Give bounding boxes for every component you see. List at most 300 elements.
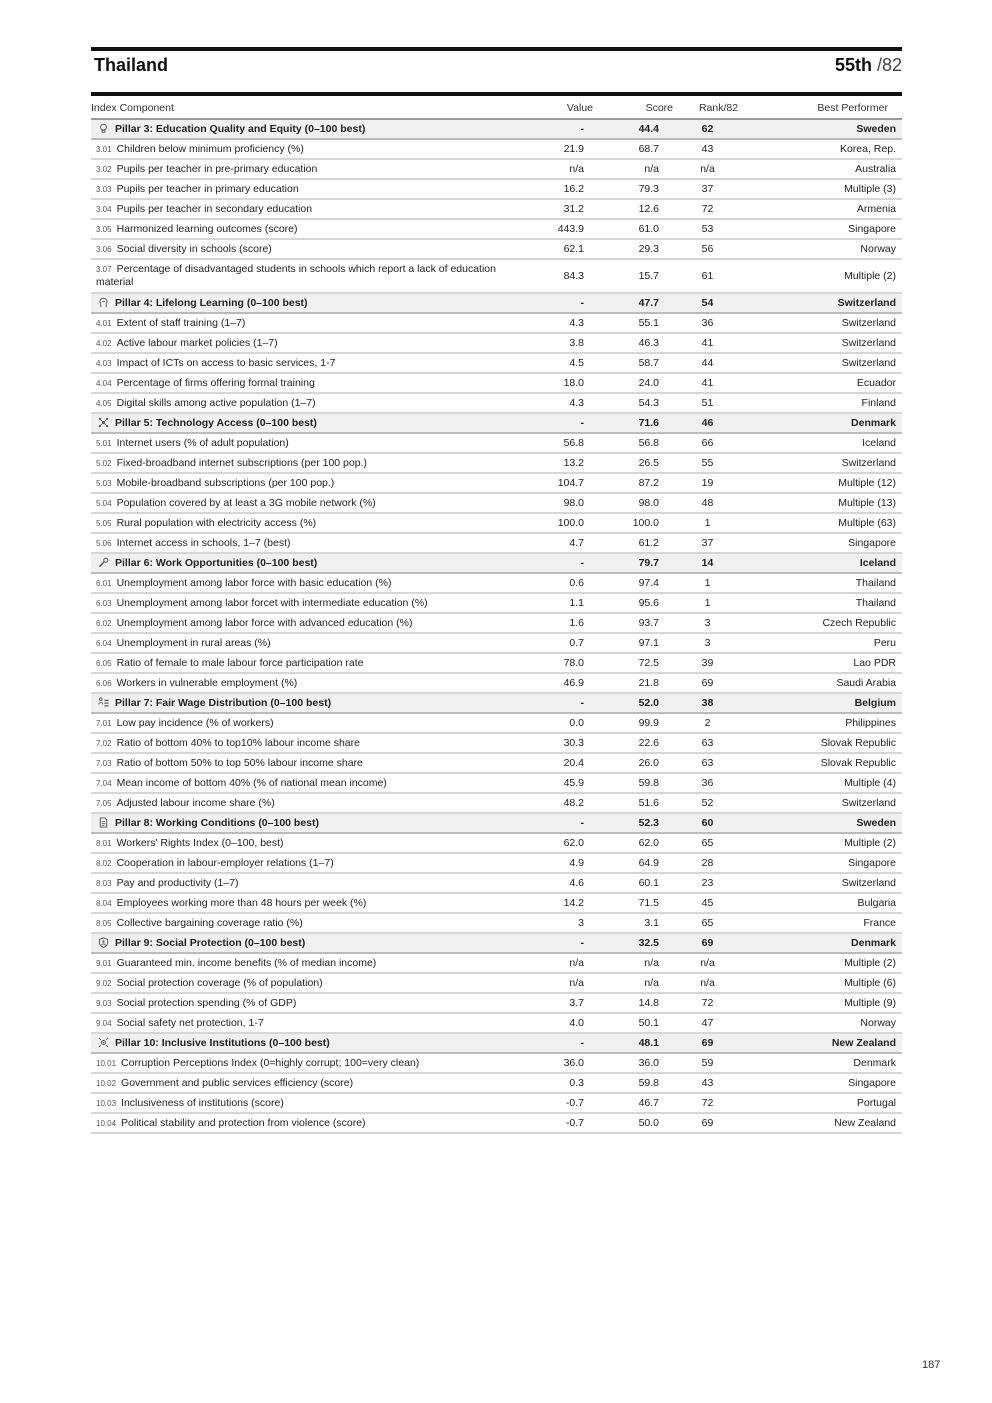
indicator-name [91, 1093, 521, 1113]
pillar-best-performer: Iceland [859, 557, 896, 569]
indicator-score: 26.5 [638, 457, 659, 469]
indicator-code: 6.03 [96, 598, 112, 608]
indicator-best-performer: Iceland [862, 437, 896, 449]
indicator-row [91, 633, 902, 653]
indicator-row [91, 1093, 902, 1113]
index-table [91, 98, 902, 1134]
indicator-row [91, 159, 902, 179]
indicator-rank: 41 [701, 377, 714, 389]
indicator-score: 59.8 [638, 777, 659, 789]
indicator-best-performer: Thailand [855, 577, 896, 589]
indicator-code: 10.03 [96, 1098, 117, 1108]
indicator-name [91, 179, 521, 199]
indicator-label: Harmonized learning outcomes (score) [116, 222, 298, 235]
indicator-rank: 23 [701, 877, 714, 889]
indicator-score: 29.3 [638, 243, 659, 255]
indicator-best-performer: New Zealand [834, 1117, 896, 1129]
indicator-score: 79.3 [638, 183, 659, 195]
document-icon [98, 817, 109, 828]
indicator-rank: 44 [701, 357, 714, 369]
pillar-row [91, 813, 902, 833]
indicator-value: 62.1 [563, 243, 584, 255]
indicator-score: 26.0 [638, 757, 659, 769]
col-header-best: Best Performer [817, 102, 888, 114]
indicator-best-performer: Multiple (3) [844, 183, 896, 195]
indicator-value: 0.0 [569, 717, 584, 729]
indicator-rank: n/a [700, 957, 715, 969]
col-header-component: Index Component [91, 102, 174, 114]
indicator-name [91, 593, 521, 613]
indicator-score: 46.7 [638, 1097, 659, 1109]
indicator-best-performer: Saudi Arabia [836, 677, 896, 689]
indicator-row [91, 139, 902, 159]
pillar-score: 52.3 [638, 817, 659, 829]
indicator-rank: 41 [701, 337, 714, 349]
indicator-code: 8.04 [96, 898, 112, 908]
indicator-code: 3.07 [96, 265, 112, 274]
indicator-label: Pay and productivity (1–7) [116, 876, 239, 889]
indicator-label: Percentage of firms offering formal training [116, 376, 315, 389]
indicator-name [91, 513, 521, 533]
indicator-score: 100.0 [632, 517, 659, 529]
indicator-row [91, 713, 902, 733]
indicator-value: 0.6 [569, 577, 584, 589]
indicator-code: 6.06 [96, 678, 112, 688]
indicator-rank: 3 [704, 637, 711, 649]
indicator-best-performer: Norway [860, 1017, 896, 1029]
indicator-best-performer: Switzerland [841, 457, 896, 469]
indicator-row [91, 833, 902, 853]
indicator-score: 93.7 [638, 617, 659, 629]
indicator-row [91, 653, 902, 673]
indicator-best-performer: Multiple (9) [844, 997, 896, 1009]
indicator-row [91, 199, 902, 219]
indicator-rank: 72 [701, 1097, 714, 1109]
pillar-title [91, 119, 521, 139]
indicator-name [91, 373, 521, 393]
indicator-row [91, 353, 902, 373]
indicator-code: 9.01 [96, 958, 112, 968]
indicator-name [91, 773, 521, 793]
indicator-best-performer: Multiple (2) [844, 270, 896, 282]
indicator-value: 16.2 [563, 183, 584, 195]
pillar-label: Pillar 7: Fair Wage Distribution (0–100 best) [115, 696, 332, 709]
indicator-name [91, 913, 521, 933]
pillar-row [91, 1033, 902, 1053]
indicator-best-performer: Switzerland [841, 337, 896, 349]
indicator-value: 13.2 [563, 457, 584, 469]
indicator-name [91, 793, 521, 813]
indicator-name [91, 199, 521, 219]
indicator-label: Unemployment among labor force with basic education (%) [116, 576, 392, 589]
pillar-value: - [580, 817, 584, 829]
indicator-row [91, 1113, 902, 1133]
indicator-value: 104.7 [557, 477, 584, 489]
indicator-row [91, 953, 902, 973]
indicator-rank: 61 [701, 270, 714, 282]
indicator-best-performer: Bulgaria [857, 897, 896, 909]
indicator-label: Social protection coverage (% of population) [116, 976, 323, 989]
indicator-label: Workers in vulnerable employment (%) [116, 676, 298, 689]
indicator-best-performer: Multiple (13) [838, 497, 896, 509]
pillar-rank: 60 [701, 817, 714, 829]
indicator-label: Inclusiveness of institutions (score) [121, 1096, 284, 1109]
indicator-name [91, 1013, 521, 1033]
indicator-score: 64.9 [638, 857, 659, 869]
pillar-value: - [580, 1037, 584, 1049]
indicator-value: 4.3 [569, 317, 584, 329]
indicator-name [91, 633, 521, 653]
indicator-row [91, 913, 902, 933]
pillar-row [91, 693, 902, 713]
pillar-row [91, 119, 902, 139]
indicator-name [91, 453, 521, 473]
indicator-row [91, 513, 902, 533]
indicator-name [91, 259, 521, 293]
indicator-value: 18.0 [563, 377, 584, 389]
indicator-rank: 63 [701, 757, 714, 769]
indicator-score: 97.1 [638, 637, 659, 649]
indicator-code: 8.01 [96, 838, 112, 848]
indicator-rank: 28 [701, 857, 714, 869]
indicator-row [91, 613, 902, 633]
indicator-label: Low pay incidence (% of workers) [116, 716, 274, 729]
indicator-code: 4.02 [96, 338, 112, 348]
indicator-code: 10.01 [96, 1058, 117, 1068]
indicator-rank: 19 [701, 477, 714, 489]
indicator-score: 12.6 [638, 203, 659, 215]
indicator-best-performer: Norway [860, 243, 896, 255]
indicator-row [91, 393, 902, 413]
indicator-value: 4.3 [569, 397, 584, 409]
indicator-rank: 56 [701, 243, 714, 255]
indicator-row [91, 219, 902, 239]
indicator-label: Guaranteed min. income benefits (% of median income) [116, 956, 377, 969]
pillar-rank: 54 [701, 297, 714, 309]
indicator-label: Percentage of disadvantaged students in schools which report a lack of education material [96, 263, 496, 288]
indicator-row [91, 313, 902, 333]
overall-rank [835, 55, 902, 76]
indicator-name [91, 573, 521, 593]
indicator-value: 4.0 [569, 1017, 584, 1029]
indicator-label: Mean income of bottom 40% (% of national mean income) [116, 776, 387, 789]
pillar-label: Pillar 5: Technology Access (0–100 best) [115, 416, 317, 429]
pillar-score: 32.5 [638, 937, 659, 949]
indicator-score: 99.9 [638, 717, 659, 729]
indicator-row [91, 179, 902, 199]
indicator-label: Ratio of bottom 50% to top 50% labour income share [116, 756, 363, 769]
pillar-row [91, 293, 902, 313]
indicator-value: 100.0 [557, 517, 584, 529]
indicator-name [91, 673, 521, 693]
indicator-rank: 1 [704, 597, 711, 609]
pillar-rank: 69 [701, 937, 714, 949]
pillar-best-performer: Denmark [851, 417, 896, 429]
indicator-value: 46.9 [563, 677, 584, 689]
indicator-best-performer: Multiple (4) [844, 777, 896, 789]
indicator-rank: 43 [701, 1077, 714, 1089]
indicator-label: Social diversity in schools (score) [116, 242, 272, 255]
indicator-row [91, 433, 902, 453]
indicator-name [91, 713, 521, 733]
pillar-row [91, 553, 902, 573]
indicator-rank: 59 [701, 1057, 714, 1069]
indicator-rank: 43 [701, 143, 714, 155]
pillar-title [91, 553, 521, 573]
indicator-score: 71.5 [638, 897, 659, 909]
indicator-name [91, 753, 521, 773]
indicator-code: 9.03 [96, 998, 112, 1008]
indicator-label: Digital skills among active population (1–7) [116, 396, 316, 409]
indicator-value: 1.1 [569, 597, 584, 609]
indicator-name [91, 1053, 521, 1073]
indicator-label: Unemployment among labor forcet with intermediate education (%) [116, 596, 428, 609]
indicator-code: 4.05 [96, 398, 112, 408]
indicator-best-performer: Multiple (6) [844, 977, 896, 989]
indicator-name [91, 353, 521, 373]
indicator-best-performer: Multiple (63) [838, 517, 896, 529]
indicator-name [91, 973, 521, 993]
indicator-label: Pupils per teacher in secondary education [116, 202, 313, 215]
indicator-value: 30.3 [563, 737, 584, 749]
country-name: Thailand [94, 55, 169, 75]
indicator-score: 51.6 [638, 797, 659, 809]
indicator-score: 98.0 [638, 497, 659, 509]
pillar-label: Pillar 3: Education Quality and Equity (0–100 best) [115, 122, 366, 135]
indicator-rank: n/a [700, 977, 715, 989]
indicator-rank: 55 [701, 457, 714, 469]
lightbulb-icon [98, 123, 109, 134]
pillar-score: 71.6 [638, 417, 659, 429]
indicator-best-performer: Switzerland [841, 877, 896, 889]
indicator-label: Internet users (% of adult population) [116, 436, 289, 449]
indicator-rank: 69 [701, 1117, 714, 1129]
indicator-score: n/a [644, 977, 659, 989]
indicator-row [91, 259, 902, 293]
indicator-value: 1.6 [569, 617, 584, 629]
indicator-label: Ratio of bottom 40% to top10% labour income share [116, 736, 360, 749]
indicator-code: 5.02 [96, 458, 112, 468]
indicator-code: 6.05 [96, 658, 112, 668]
indicator-code: 7.02 [96, 738, 112, 748]
pillar-rank: 69 [701, 1037, 714, 1049]
indicator-best-performer: Thailand [855, 597, 896, 609]
indicator-score: 58.7 [638, 357, 659, 369]
indicator-rank: 66 [701, 437, 714, 449]
indicator-score: 46.3 [638, 337, 659, 349]
indicator-rank: 1 [704, 577, 711, 589]
indicator-row [91, 753, 902, 773]
pillar-title [91, 813, 521, 833]
pillar-value: - [580, 297, 584, 309]
indicator-best-performer: Multiple (2) [844, 837, 896, 849]
indicator-name [91, 219, 521, 239]
indicator-label: Social safety net protection, 1-7 [116, 1016, 264, 1029]
indicator-row [91, 733, 902, 753]
indicator-name [91, 313, 521, 333]
indicator-label: Social protection spending (% of GDP) [116, 996, 297, 1009]
indicator-rank: 63 [701, 737, 714, 749]
indicator-code: 5.06 [96, 538, 112, 548]
indicator-score: 61.2 [638, 537, 659, 549]
indicator-name [91, 993, 521, 1013]
indicator-rank: 65 [701, 917, 714, 929]
indicator-code: 9.04 [96, 1018, 112, 1028]
pillar-label: Pillar 4: Lifelong Learning (0–100 best) [115, 296, 308, 309]
indicator-code: 6.01 [96, 578, 112, 588]
indicator-label: Mobile-broadband subscriptions (per 100 pop.) [116, 476, 335, 489]
indicator-score: n/a [644, 957, 659, 969]
indicator-value: n/a [569, 163, 584, 175]
indicator-name [91, 393, 521, 413]
indicator-best-performer: Lao PDR [853, 657, 896, 669]
indicator-code: 5.03 [96, 478, 112, 488]
indicator-name [91, 239, 521, 259]
indicator-rank: 53 [701, 223, 714, 235]
indicator-code: 7.01 [96, 718, 112, 728]
indicator-row [91, 593, 902, 613]
indicator-label: Adjusted labour income share (%) [116, 796, 275, 809]
indicator-name [91, 433, 521, 453]
indicator-name [91, 653, 521, 673]
col-header-rank: Rank/82 [698, 102, 739, 114]
indicator-label: Unemployment in rural areas (%) [116, 636, 271, 649]
indicator-label: Pupils per teacher in pre-primary education [116, 162, 318, 175]
indicator-name [91, 159, 521, 179]
pillar-row [91, 933, 902, 953]
indicator-row [91, 493, 902, 513]
indicator-score: 50.1 [638, 1017, 659, 1029]
indicator-value: 4.5 [569, 357, 584, 369]
indicator-score: 3.1 [644, 917, 659, 929]
indicator-code: 6.02 [96, 618, 112, 628]
indicator-code: 10.04 [96, 1118, 117, 1128]
rank-total: /82 [876, 55, 902, 75]
indicator-row [91, 673, 902, 693]
indicator-row [91, 533, 902, 553]
indicator-best-performer: Multiple (12) [838, 477, 896, 489]
pillar-rank: 46 [701, 417, 714, 429]
indicator-name [91, 613, 521, 633]
indicator-label: Employees working more than 48 hours per week (%) [116, 896, 367, 909]
indicator-value: 31.2 [563, 203, 584, 215]
indicator-code: 4.03 [96, 358, 112, 368]
indicator-code: 3.05 [96, 224, 112, 234]
indicator-score: 72.5 [638, 657, 659, 669]
indicator-best-performer: Switzerland [841, 797, 896, 809]
indicator-score: 97.4 [638, 577, 659, 589]
indicator-score: 54.3 [638, 397, 659, 409]
indicator-value: 3.8 [569, 337, 584, 349]
indicator-name [91, 833, 521, 853]
indicator-score: 55.1 [638, 317, 659, 329]
indicator-code: 9.02 [96, 978, 112, 988]
pillar-score: 48.1 [638, 1037, 659, 1049]
indicator-row [91, 873, 902, 893]
indicator-best-performer: Switzerland [841, 357, 896, 369]
indicator-row [91, 773, 902, 793]
pillar-best-performer: Belgium [854, 697, 896, 709]
indicator-row [91, 453, 902, 473]
indicator-rank: 37 [701, 537, 714, 549]
indicator-best-performer: Armenia [856, 203, 896, 215]
indicator-label: Impact of ICTs on access to basic services, 1-7 [116, 356, 336, 369]
page-number: 187 [922, 1359, 941, 1371]
pillar-value: - [580, 937, 584, 949]
pillar-label: Pillar 8: Working Conditions (0–100 best) [115, 816, 320, 829]
table-body [91, 119, 902, 1133]
indicator-score: 56.8 [638, 437, 659, 449]
indicator-value: 78.0 [563, 657, 584, 669]
indicator-best-performer: Korea, Rep. [839, 143, 896, 155]
indicator-rank: 65 [701, 837, 714, 849]
indicator-label: Workers' Rights Index (0–100, best) [116, 836, 284, 849]
indicator-value: 4.9 [569, 857, 584, 869]
indicator-value: 4.6 [569, 877, 584, 889]
indicator-value: 0.3 [569, 1077, 584, 1089]
indicator-label: Population covered by at least a 3G mobile network (%) [116, 496, 376, 509]
indicator-code: 7.03 [96, 758, 112, 768]
indicator-code: 3.06 [96, 244, 112, 254]
indicator-label: Pupils per teacher in primary education [116, 182, 299, 195]
indicator-code: 5.04 [96, 498, 112, 508]
indicator-code: 4.04 [96, 378, 112, 388]
indicator-value: n/a [569, 957, 584, 969]
indicator-row [91, 793, 902, 813]
indicator-best-performer: Peru [873, 637, 896, 649]
pillar-rank: 62 [701, 123, 714, 135]
indicator-name [91, 533, 521, 553]
indicator-code: 5.05 [96, 518, 112, 528]
indicator-best-performer: Ecuador [856, 377, 896, 389]
indicator-rank: 45 [701, 897, 714, 909]
indicator-best-performer: Singapore [848, 537, 896, 549]
indicator-label: Ratio of female to male labour force participation rate [116, 656, 364, 669]
pillar-score: 79.7 [638, 557, 659, 569]
indicator-rank: 3 [704, 617, 711, 629]
indicator-rank: 52 [701, 797, 714, 809]
indicator-label: Corruption Perceptions Index (0=highly corrupt; 100=very clean) [121, 1056, 420, 1069]
indicator-label: Political stability and protection from violence (score) [121, 1116, 366, 1129]
indicator-code: 4.01 [96, 318, 112, 328]
indicator-value: 48.2 [563, 797, 584, 809]
pillar-title [91, 293, 521, 313]
indicator-best-performer: Slovak Republic [820, 757, 896, 769]
indicator-row [91, 993, 902, 1013]
indicator-name [91, 953, 521, 973]
indicator-row [91, 1073, 902, 1093]
page-header [91, 47, 902, 97]
rank-value: 55th [834, 55, 872, 75]
indicator-row [91, 1013, 902, 1033]
indicator-code: 8.05 [96, 918, 112, 928]
indicator-value: 98.0 [563, 497, 584, 509]
indicator-label: Cooperation in labour-employer relations (1–7) [116, 856, 334, 869]
indicator-row [91, 333, 902, 353]
pillar-value: - [580, 557, 584, 569]
pillar-title [91, 1033, 521, 1053]
indicator-score: 14.8 [638, 997, 659, 1009]
indicator-label: Fixed-broadband internet subscriptions (per 100 pop.) [116, 456, 367, 469]
indicator-score: 95.6 [638, 597, 659, 609]
indicator-best-performer: Singapore [848, 1077, 896, 1089]
indicator-value: 84.3 [563, 270, 584, 282]
indicator-row [91, 1053, 902, 1073]
indicator-rank: 2 [704, 717, 711, 729]
indicator-score: 87.2 [638, 477, 659, 489]
indicator-label: Internet access in schools, 1–7 (best) [116, 536, 291, 549]
indicator-name [91, 733, 521, 753]
